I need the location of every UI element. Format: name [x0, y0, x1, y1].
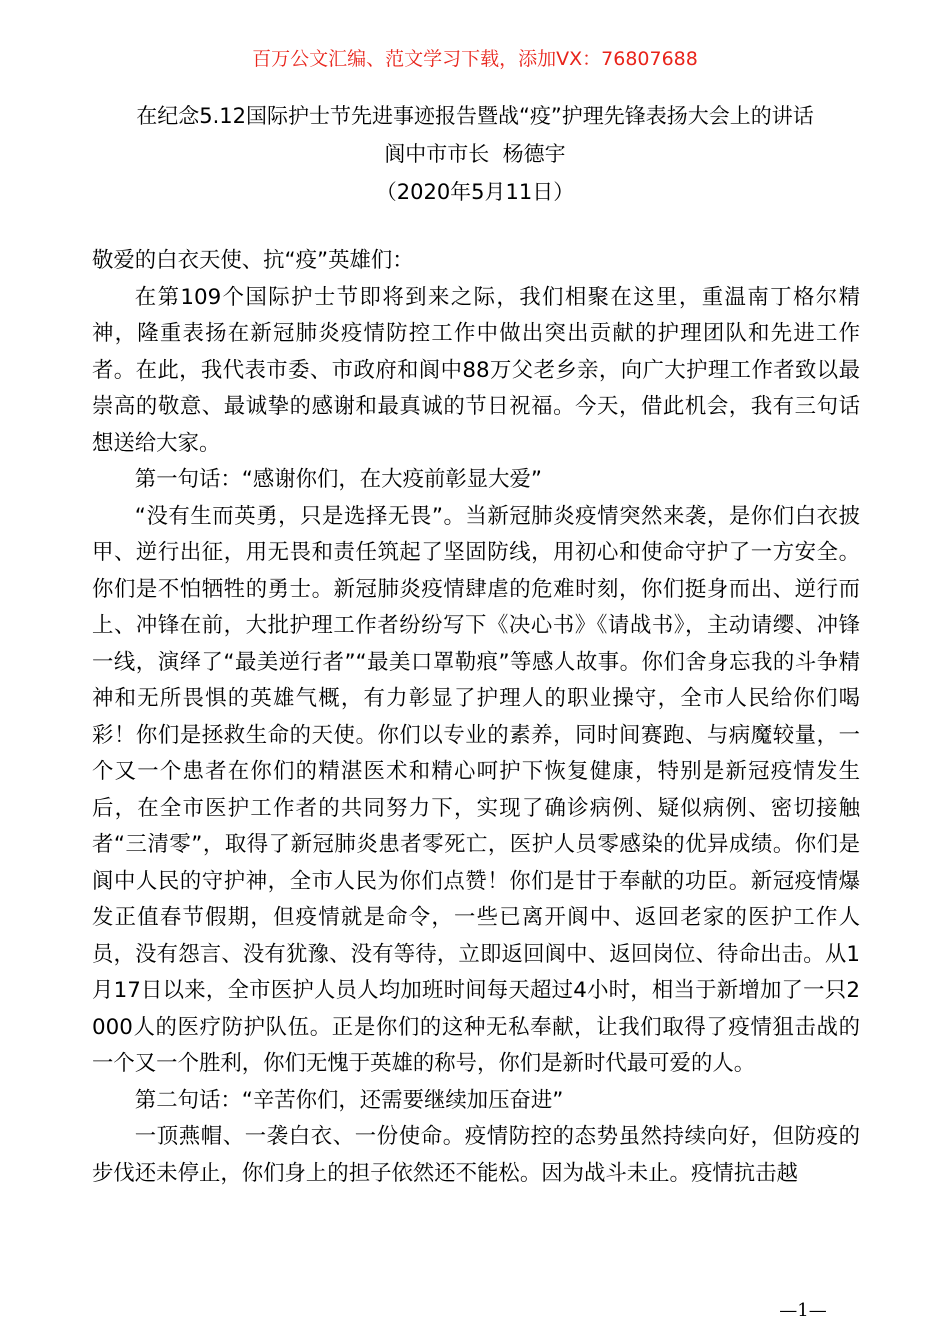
paragraph-thanks: “没有生而英勇，只是选择无畏”。当新冠肺炎疫情突然来袭，是你们白衣披甲、逆行出征，用无畏和责任筑起了坚固防线，用初心和使命守护了一方安全。你们是不怕牺牲的勇士。新冠肺炎疫情肆虐的危难时刻，你们挺身而出、逆行而上、冲锋在前，大批护理工作者纷纷写下《决心书》《请战书》，主动请缨、冲锋一线，演绎了“最美逆行者”“最美口罩勒痕”等感人故事。你们舍身忘我的斗争精神和无所畏惧的英雄气概，有力彰显了护理人的职业操守，全市人民给你们喝彩！你们是拯救生命的天使。你们以专业的素养，同时间赛跑、与病魔较量，一个又一个患者在你们的精湛医术和精心呵护下恢复健康，特别是新冠疫情发生后，在全市医护工作者的共同努力下，实现了确诊病例、疑似病例、密切接触者“三清零”，取得了新冠肺炎患者零死亡，医护人员零感染的优异成绩。你们是阆中人民的守护神，全市人民为你们点赞！你们是甘于奉献的功臣。新冠疫情爆发正值春节假期，但疫情就是命令，一些已离开阆中、返回老家的医护工作人员，没有怨言、没有犹豫、没有等待，立即返回阆中、返回岗位、待命出击。从1月17日以来，全市医护人员人均加班时间每天超过4小时，相当于新增加了一只2000人的医疗防护队伍。正是你们的这种无私奉献，让我们取得了疫情狙击战的一个又一个胜利，你们无愧于英雄的称号，你们是新时代最可爱的人。 — [92, 503, 860, 1076]
paragraph-intro: 在第109个国际护士节即将到来之际，我们相聚在这里，重温南丁格尔精神，隆重表扬在新冠肺炎疫情防控工作中做出突出贡献的护理团队和先进工作者。在此，我代表市委、市政府和阆中88万父老乡亲，向广大护理工作者致以最崇高的敬意、最诚挚的感谢和最真诚的节日祝福。今天，借此机会，我有三句话想送给大家。 — [92, 284, 860, 456]
promo-header: 百万公文汇编、范文学习下载，添加VX：76807688 — [252, 48, 698, 70]
salutation: 敬爱的白衣天使、抗“疫”英雄们： — [92, 248, 414, 273]
speech-body — [92, 243, 860, 1192]
speech-date: （2020年5月11日） — [375, 180, 575, 204]
title-block — [60, 97, 890, 211]
paragraph-continue: 一顶燕帽、一袭白衣、一份使命。疫情防控的态势虽然持续向好，但防疫的步伐还未停止，你们身上的担子依然还不能松。因为战斗未止。疫情抗击越 — [92, 1124, 860, 1186]
speaker-line: 阆中市市长 杨德宇 — [384, 142, 566, 166]
speech-title: 在纪念5.12国际护士节先进事迹报告暨战“疫”护理先锋表扬大会上的讲话 — [136, 104, 814, 128]
page-number: —1— — [779, 1300, 827, 1321]
section-heading-1: 第一句话：“感谢你们，在大疫前彰显大爱” — [134, 467, 542, 492]
section-heading-2: 第二句话：“辛苦你们，还需要继续加压奋进” — [134, 1087, 564, 1113]
